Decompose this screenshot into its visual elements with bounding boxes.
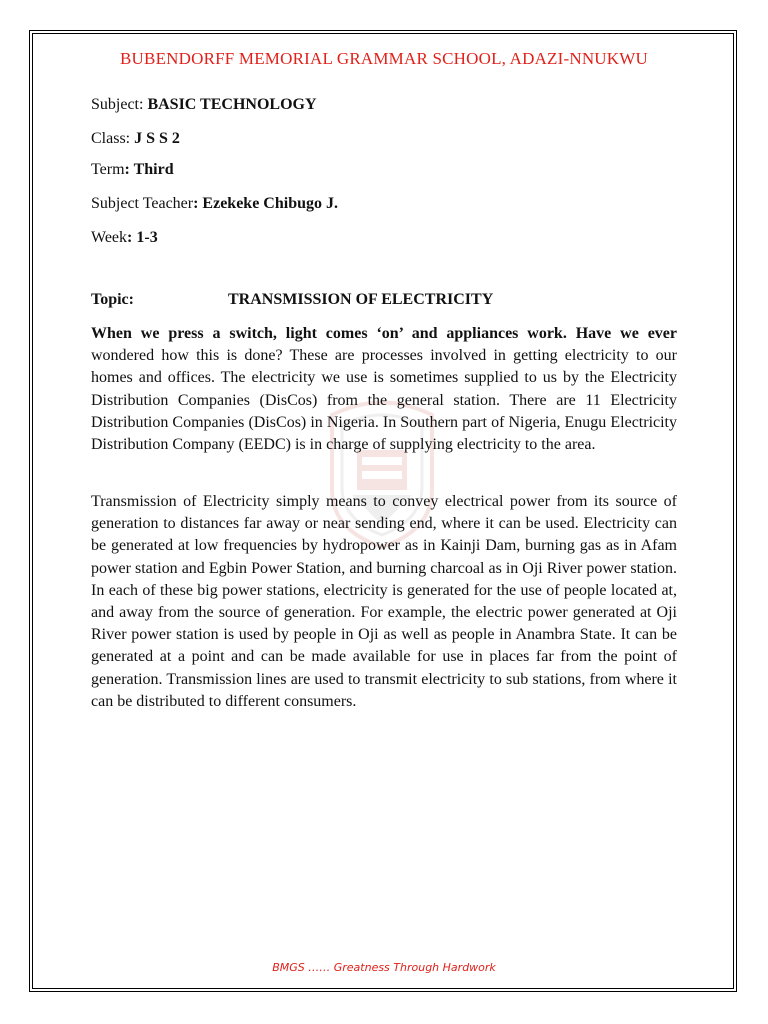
week-value: : 1-3 [127, 229, 158, 246]
teacher-line [91, 194, 338, 214]
class-line [91, 129, 180, 149]
paragraph-intro-lead: When we press a switch, light comes ‘on’ and appliances work. Have we ever [91, 325, 677, 342]
term-value: : Third [124, 161, 174, 178]
paragraph-intro-rest: wondered how this is done? These are processes involved in getting electricity to our homes and offices. The electricity we use is sometimes supplied to us by the Electricity Distribution Companies (DisCos) from the general station. There are 11 Electricity Distribution Companies (DisCos) in Nigeria. In Southern part of Nigeria, Enugu Electricity Distribution Company (EEDC) is in charge of supplying electricity to the area. [91, 347, 677, 454]
paragraph-transmission: Transmission of Electricity simply means to convey electrical power from its source of generation to distances far away or near sending end, where it can be used. Electricity can be generated at low frequencies by hydropower as in Kainji Dam, burning gas as in Afam power station and Egbin Power Station, and burning charcoal as in Oji River power station. In each of these big power stations, electricity is generated for the use of people located at, and away from the source of generation. For example, the electric power generated at Oji River power station is used by people in Oji as well as people in Anambra State. It can be generated at a point and can be made available for use in places far from the point of generation. Transmission lines are used to transmit electricity to sub stations, from where it can be distributed to different consumers. [91, 493, 677, 710]
topic-label: Topic: [91, 291, 134, 308]
topic-line [91, 290, 493, 310]
subject-value: BASIC TECHNOLOGY [147, 96, 317, 113]
term-line [91, 160, 174, 180]
week-line [91, 228, 158, 248]
week-label: Week [91, 229, 128, 246]
subject-line [91, 95, 317, 115]
class-label: Class: [91, 130, 135, 147]
topic-title: TRANSMISSION OF ELECTRICITY [228, 291, 494, 308]
school-name: BUBENDORFF MEMORIAL GRAMMAR SCHOOL, ADAZI-NNUKWU [120, 49, 648, 68]
footer-motto: BMGS …… Greatness Through Hardwork [272, 961, 496, 974]
subject-label: Subject: [91, 96, 148, 113]
teacher-value: : Ezekeke Chibugo J. [193, 195, 338, 212]
teacher-label: Subject Teacher [91, 195, 194, 212]
term-label: Term [91, 161, 125, 178]
class-value: J S S 2 [134, 130, 180, 147]
paragraph-intro [91, 323, 677, 456]
